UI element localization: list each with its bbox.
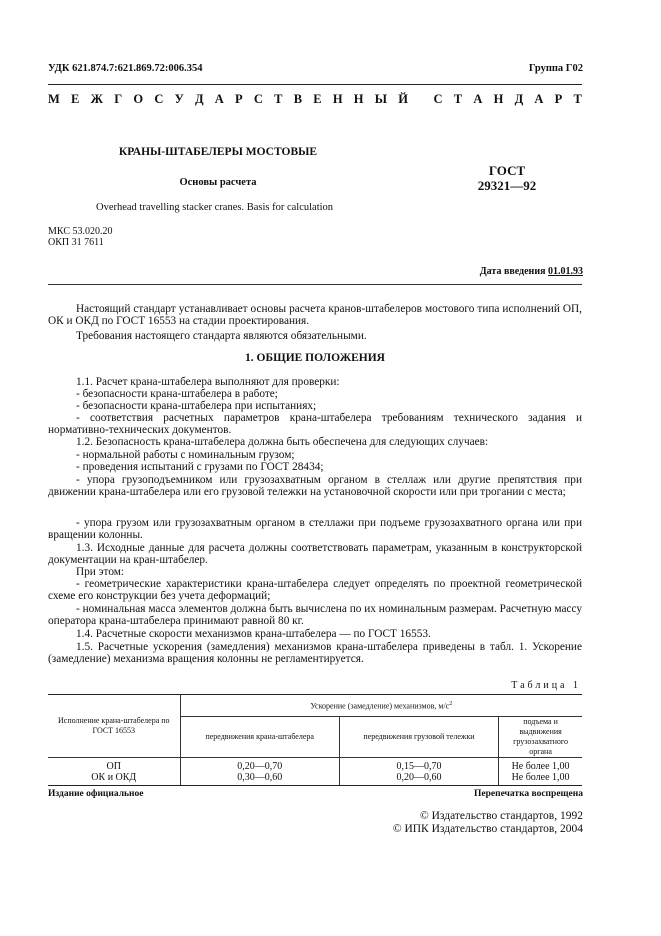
table-subheader: передвижения грузовой тележки xyxy=(339,717,498,758)
banner-letter: А xyxy=(534,92,544,106)
mks-code: МКС 53.020.20 xyxy=(48,226,113,237)
table-cell: 0,15—0,70 xyxy=(339,758,498,773)
paragraph: 1.3. Исходные данные для расчета должны соответствовать параметрам, указанным в конструкторской документации на кран-штабелер. xyxy=(48,542,582,567)
banner-letter: М xyxy=(48,92,60,106)
section-title: 1. ОБЩИЕ ПОЛОЖЕНИЯ xyxy=(245,352,385,364)
banner-letter: Т xyxy=(453,92,463,106)
paragraph: 1.1. Расчет крана-штабелера выполняют для проверки: xyxy=(76,376,340,388)
gost-number xyxy=(462,163,552,193)
table-label: Таблица 1 xyxy=(511,680,581,691)
table-header-group-text: Ускорение (замедление) механизмов, м/с xyxy=(310,701,450,711)
gost-label: ГОСТ xyxy=(488,163,526,178)
footer-divider xyxy=(48,785,582,786)
table-header-group-sup: 2 xyxy=(449,700,453,707)
banner-letter: Ы xyxy=(374,92,388,106)
paragraph: 1.2. Безопасность крана-штабелера должна быть обеспечена для следующих случаев: xyxy=(76,436,489,448)
header-divider xyxy=(48,84,582,85)
banner-letter: А xyxy=(214,92,224,106)
paragraph: При этом: xyxy=(76,566,125,578)
banner-letter: Р xyxy=(554,92,563,106)
banner-letter: С xyxy=(433,92,443,106)
date-divider xyxy=(48,284,582,285)
list-item: - нормальной работы с номинальным грузом; xyxy=(76,449,295,461)
table-cell: Не более 1,00 xyxy=(511,761,570,772)
table-cell: ОК и ОКД xyxy=(48,772,180,786)
classification-codes xyxy=(48,226,112,248)
list-item: - номинальная масса элементов должна быть вычислена по их номинальным размерам. Расчетную массу оператора крана-штабелера принимают равной 80 кг. xyxy=(48,603,582,628)
banner-letter: Н xyxy=(332,92,343,106)
table-cell: 0,30—0,60 xyxy=(180,772,339,786)
interstate-standard-banner xyxy=(48,92,582,107)
banner-letter: О xyxy=(133,92,144,106)
banner-letter: Д xyxy=(514,92,524,106)
banner-letter: Е xyxy=(313,92,322,106)
copyright-line: © ИПК Издательство стандартов, 2004 xyxy=(392,823,583,835)
intro-date-label: Дата введения xyxy=(479,266,546,277)
udk-code: УДК 621.874.7:621.869.72:006.354 xyxy=(48,63,203,74)
banner-letter xyxy=(419,92,422,107)
banner-letter: В xyxy=(293,92,303,106)
table-subheader: подъема и выдвижения грузозахватного органа xyxy=(499,717,582,758)
banner-letter: У xyxy=(174,92,184,106)
banner-letter: Д xyxy=(194,92,204,106)
banner-letter: Т xyxy=(573,92,582,106)
banner-letter: С xyxy=(253,92,263,106)
reprint-notice: Перепечатка воспрещена xyxy=(473,789,583,799)
banner-letter: Й xyxy=(398,92,408,106)
banner-letter: С xyxy=(154,92,164,106)
paragraph: 1.5. Расчетные ускорения (замедления) механизмов крана-штабелера приведены в табл. 1. Ускорение (замедление) механизма вращения колонны не регламентируется. xyxy=(48,641,582,666)
table-row xyxy=(48,758,582,773)
banner-letter: Р xyxy=(235,92,243,106)
group-code: Группа Г02 xyxy=(528,63,583,74)
list-item: - упора грузом или грузозахватным органом в стеллажи при подъеме грузозахватного органа или при вращении колонны. xyxy=(48,517,582,542)
list-item: - безопасности крана-штабелера в работе; xyxy=(76,388,278,400)
table-cell: ОП xyxy=(48,758,180,773)
list-item: - соответствия расчетных параметров крана-штабелера требованиям технического задания и нормативно-технических документов. xyxy=(48,412,582,437)
table-cell: 0,20—0,70 xyxy=(180,758,339,773)
paragraph: 1.4. Расчетные скорости механизмов крана-штабелера — по ГОСТ 16553. xyxy=(76,628,431,640)
acceleration-table xyxy=(48,694,582,786)
table-row xyxy=(48,772,582,786)
table-header-execution: Исполнение крана-штабелера по ГОСТ 16553 xyxy=(48,695,180,758)
table-cell: Не более 1,00 xyxy=(511,772,570,783)
intro-paragraph: Настоящий стандарт устанавливает основы расчета кранов-штабелеров мостового типа исполнений ОП, ОК и ОКД по ГОСТ 16553 на стадии проектирования. xyxy=(48,303,582,328)
intro-date-value: 01.01.93 xyxy=(548,266,583,277)
list-item: - проведения испытаний с грузами по ГОСТ 28434; xyxy=(76,461,324,473)
banner-letter: Н xyxy=(493,92,504,106)
banner-letter: Ж xyxy=(90,92,103,106)
table-cell: 0,20—0,60 xyxy=(339,772,498,786)
table-subheader: передвижения крана-штабелера xyxy=(180,717,339,758)
intro-date xyxy=(480,266,583,277)
copyright-line: © Издательство стандартов, 1992 xyxy=(419,810,583,822)
official-edition: Издание официальное xyxy=(48,789,144,799)
okp-code: ОКП 31 7611 xyxy=(48,237,104,248)
banner-letter: А xyxy=(473,92,483,106)
banner-letter: Е xyxy=(71,92,80,106)
list-item: - упора грузоподъемником или грузозахватным органом в стеллаж или другие препятствия при движении крана-штабелера или его грузовой тележки на установочной скорости или при трогании с места; xyxy=(48,474,582,499)
banner-letter: Н xyxy=(353,92,364,106)
document-subtitle: Основы расчета xyxy=(179,177,257,188)
intro-paragraph: Требования настоящего стандарта являются обязательными. xyxy=(76,330,367,342)
list-item: - безопасности крана-штабелера при испытаниях; xyxy=(76,400,317,412)
banner-letter: Т xyxy=(274,92,283,106)
table-header-group xyxy=(180,695,582,717)
english-title: Overhead travelling stacker cranes. Basis for calculation xyxy=(96,202,334,213)
document-title: КРАНЫ-ШТАБЕЛЕРЫ МОСТОВЫЕ xyxy=(118,146,318,158)
gost-code: 29321—92 xyxy=(477,178,537,193)
list-item: - геометрические характеристики крана-штабелера следует определять по проектной геометрической схеме его конструкции без учета деформаций; xyxy=(48,578,582,603)
banner-letter: Г xyxy=(114,92,123,106)
